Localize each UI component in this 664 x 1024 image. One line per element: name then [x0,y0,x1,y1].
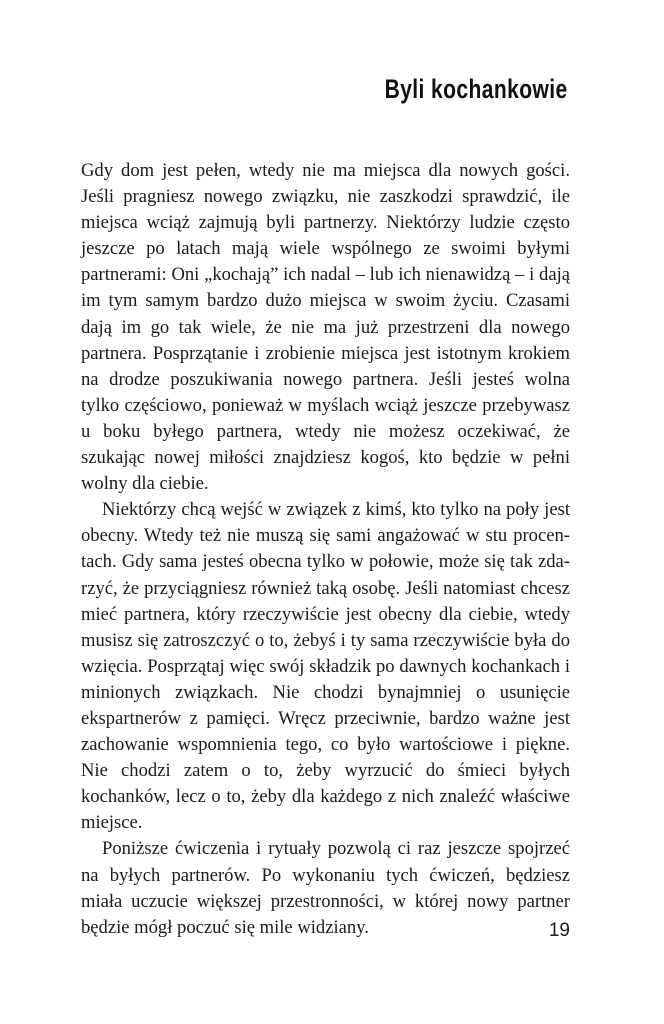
chapter-title: Byli kochankowie [385,74,568,104]
paragraph-1: Gdy dom jest pełen, wtedy nie ma miejsca dla nowych gości. Jeśli pragniesz nowego związku, nie zaszkodzi sprawdzić, ile miejsca wciąż zajmują byli partnerzy. Niektórzy ludzie często jeszcze po latach mają wiele wspólnego ze swoimi byłymi partnerami: Oni „kochają” ich nadal – lub ich nienawidzą – i dają im tym samym bardzo dużo miejsca w swoim życiu. Czasami dają im go tak wiele, że nie ma już przestrzeni dla nowego partnera. Posprzątanie i zrobienie miejsca jest istotnym krokiem na drodze poszukiwania nowego partnera. Jeśli jesteś wolna tylko częściowo, ponieważ w myślach wciąż jeszcze przebywasz u boku byłego partnera, wtedy nie możesz oczekiwać, że szukając nowej miłości znajdziesz kogoś, kto będzie w pełni wolny dla ciebie. [81,160,570,495]
body-text [81,158,570,941]
paragraph-3: Poniższe ćwiczenia i rytuały pozwolą ci raz jeszcze spojrzeć na byłych partnerów. Po wykonaniu tych ćwiczeń, będziesz miała uczucie większej przestronności, w której nowy partner będzie mógł poczuć się mile widziany. [81,838,570,938]
paragraph-2: Niektórzy chcą wejść w związek z kimś, kto tylko na poły jest obecny. Wtedy też nie muszą się sami angażować w stu procentach. Gdy sama jesteś obecna tylko w połowie, może się tak zdarzyć, że przyciągniesz również taką osobę. Jeśli natomiast chcesz mieć partnera, który rzeczywiście jest obecny dla ciebie, wtedy musisz się zatroszczyć o to, żebyś i ty sama rzeczywiście była do wzięcia. Posprzątaj więc swój składzik po dawnych kochankach i minionych związkach. Nie chodzi bynajmniej o usunięcie ekspartnerów z pamięci. Wręcz przeciwnie, bardzo ważne jest zachowanie wspomnienia tego, co było wartościowe i piękne. Nie chodzi zatem o to, żeby wyrzucić do śmieci byłych kochanków, lecz o to, żeby dla każdego z nich znaleźć właściwe miejsce. [81,499,570,834]
page-number: 19 [548,920,570,941]
